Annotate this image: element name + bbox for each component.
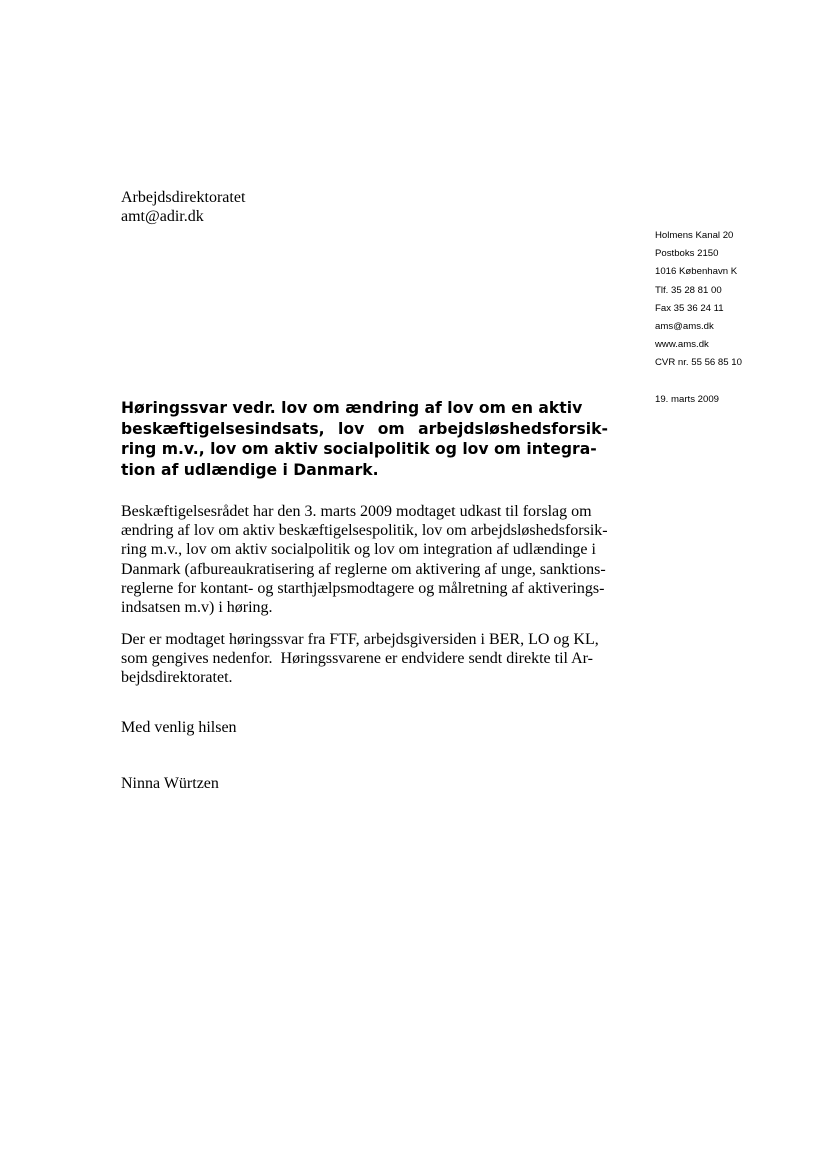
sender-cvr: CVR nr. 55 56 85 10 — [655, 357, 742, 369]
recipient-block — [121, 188, 245, 226]
subject-line: Høringssvar vedr. lov om ændring af lov om en aktiv — [121, 399, 583, 417]
paragraph-line: reglerne for kontant- og starthjælpsmodtagere og målretning af aktiverings- — [121, 579, 605, 597]
body-paragraph-2 — [121, 630, 611, 688]
sender-phone: Tlf. 35 28 81 00 — [655, 284, 722, 296]
paragraph-line: bejdsdirektoratet. — [121, 669, 233, 687]
sender-pobox: Postboks 2150 — [655, 248, 719, 260]
sender-city: 1016 København K — [655, 266, 738, 278]
paragraph-line: indsatsen m.v) i høring. — [121, 599, 273, 617]
sender-fax: Fax 35 36 24 11 — [655, 302, 724, 314]
paragraph-line: ændring af lov om aktiv beskæftigelsespolitik, lov om arbejdsløshedsforsik- — [121, 522, 608, 540]
sender-email: ams@ams.dk — [655, 321, 714, 333]
sender-street: Holmens Kanal 20 — [655, 230, 734, 241]
paragraph-line: Beskæftigelsesrådet har den 3. marts 2009 modtaget udkast til forslag om — [121, 503, 592, 520]
letter-date: 19. marts 2009 — [655, 394, 719, 405]
body-paragraph-1 — [121, 502, 611, 617]
recipient-email: amt@adir.dk — [121, 208, 204, 225]
sender-website: www.ams.dk — [655, 339, 709, 351]
recipient-name: Arbejdsdirektoratet — [121, 189, 246, 206]
closing-salutation: Med venlig hilsen — [121, 719, 237, 736]
sender-address-block — [655, 227, 805, 373]
paragraph-line: Der er modtaget høringssvar fra FTF, arbejdsgiversiden i BER, LO og KL, — [121, 631, 599, 648]
letter-subject — [121, 398, 611, 480]
subject-line: ring m.v., lov om aktiv socialpolitik og lov om integra- — [121, 440, 597, 458]
signature-name: Ninna Würtzen — [121, 775, 219, 792]
subject-line: beskæftigelsesindsats, lov om arbejdsløshedsforsik- — [121, 419, 608, 438]
paragraph-line: ring m.v., lov om aktiv socialpolitik og lov om integration af udlændinge i — [121, 541, 596, 559]
paragraph-line: som gengives nedenfor. Høringssvarene er endvidere sendt direkte til Ar- — [121, 650, 593, 668]
paragraph-line: Danmark (afbureaukratisering af reglerne om aktivering af unge, sanktions- — [121, 560, 606, 578]
subject-line: tion af udlændige i Danmark. — [121, 460, 379, 479]
